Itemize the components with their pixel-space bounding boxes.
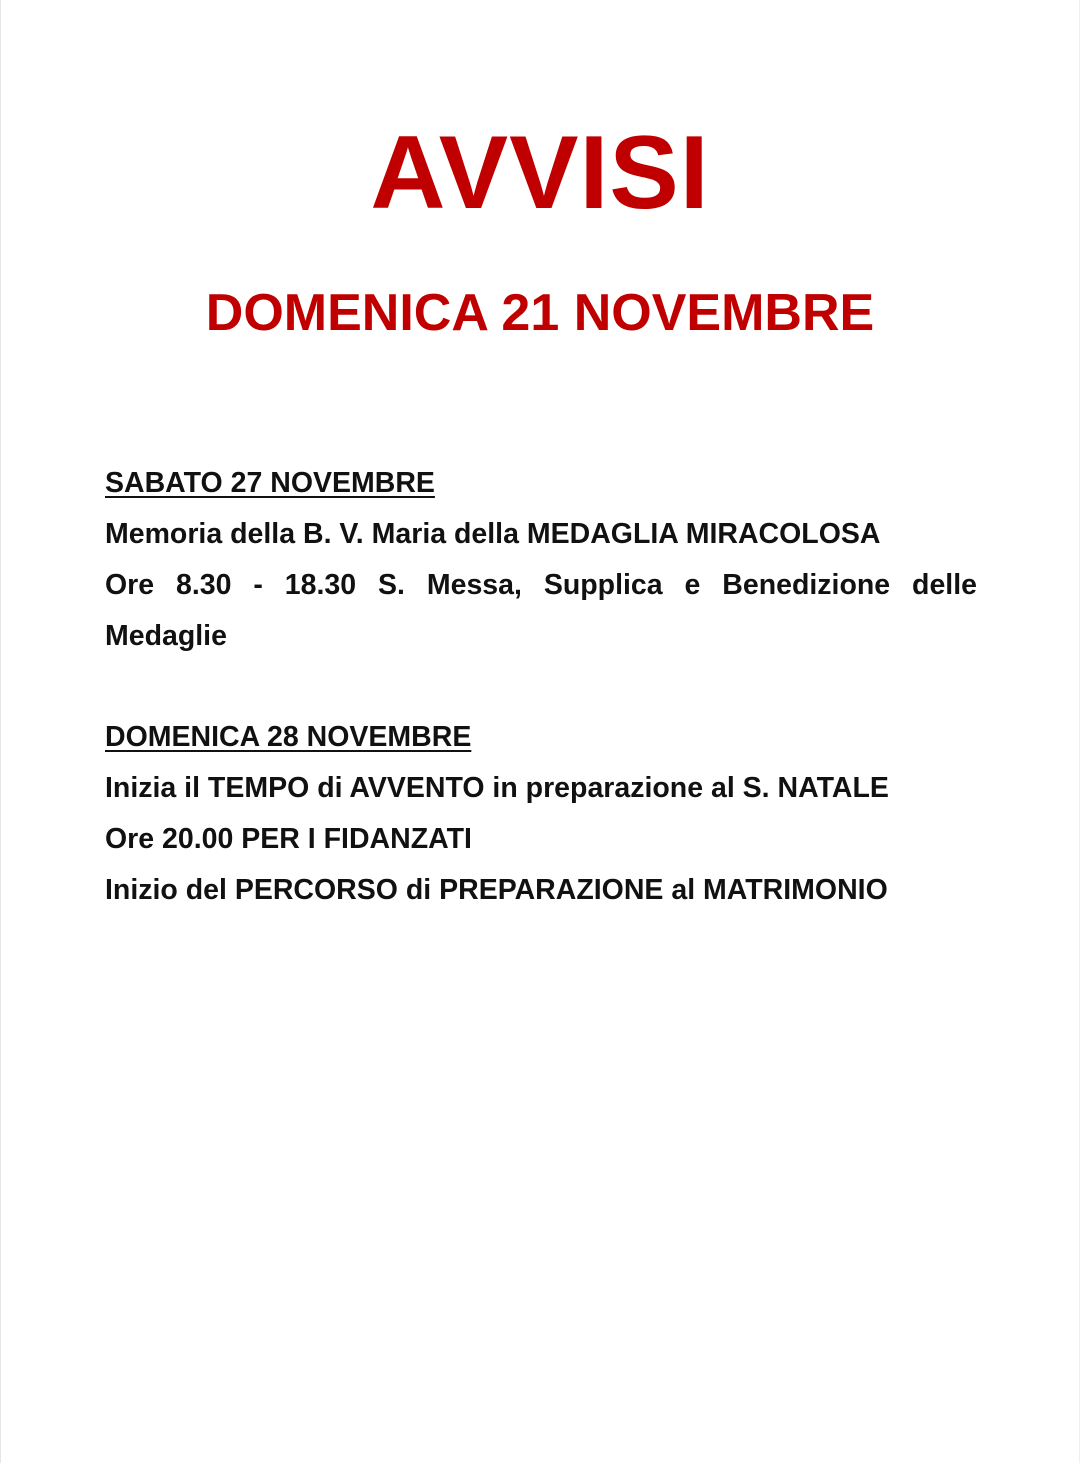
notice-line: Ore 8.30 - 18.30 S. Messa, Supplica e Benedizione delle	[105, 569, 977, 601]
notice-line: Inizio del PERCORSO di PREPARAZIONE al MATRIMONIO	[105, 874, 888, 906]
notice-line: Medaglie	[105, 620, 227, 652]
notice-heading: SABATO 27 NOVEMBRE	[105, 467, 435, 499]
notice-line: Ore 20.00 PER I FIDANZATI	[105, 823, 472, 855]
notice-heading: DOMENICA 28 NOVEMBRE	[105, 721, 472, 753]
date-subtitle: DOMENICA 21 NOVEMBRE	[205, 284, 875, 342]
notice-sunday	[105, 712, 977, 916]
notice-line: Inizia il TEMPO di AVVENTO in preparazione al S. NATALE	[105, 772, 889, 804]
page-title: AVVISI	[370, 115, 710, 231]
notice-saturday	[105, 458, 977, 662]
notice-line: Memoria della B. V. Maria della MEDAGLIA MIRACOLOSA	[105, 518, 881, 550]
